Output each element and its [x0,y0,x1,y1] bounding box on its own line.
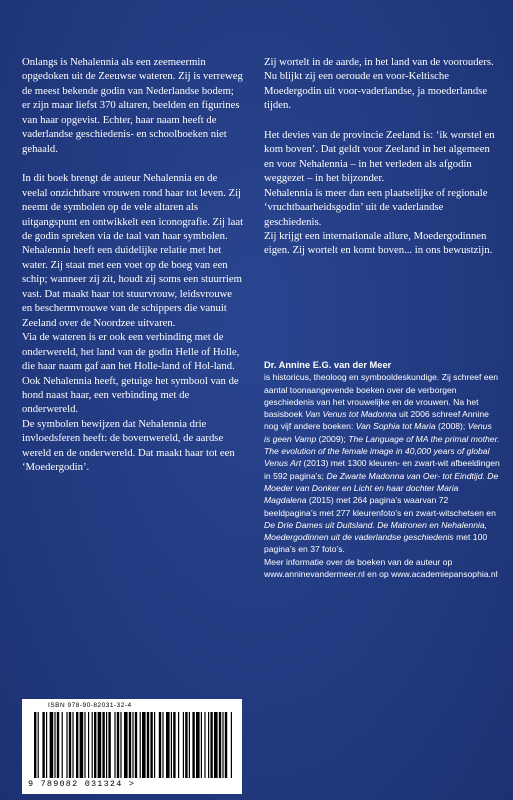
barcode-bar [222,712,223,778]
barcode-bar [140,712,141,778]
barcode-bar [92,712,93,778]
barcode-bar [34,712,36,778]
barcode-bar [135,712,137,778]
barcode-bar [201,712,202,778]
isbn-text: ISBN 978-90-82031-32-4 [48,702,132,709]
barcode-bar [102,712,104,778]
barcode-bar [124,712,128,778]
barcode-bar [84,712,85,778]
barcode-bar [204,712,205,778]
barcode-bar [150,712,152,778]
barcode-bar [38,712,39,778]
right-paragraph: Nehalennia is meer dan een plaatselijke of regionale ‘vruchtbaarheidsgodin’ uit de vaderlandse geschiedenis. [264,186,488,228]
isbn-barcode [22,699,242,794]
bio-text: (2009); [316,433,349,444]
book-title: Venus is geen Vamp [264,421,492,444]
barcode-bar [231,712,232,778]
book-title: The Language of MA the primal mother. The evolution of the female image in 40,000 years of global Venus Art [264,433,500,469]
left-paragraph: In dit boek brengt de auteur Nehalennia en de veelal onzichtbare vrouwen rond haar tot leven. Zij neemt de symbolen op de vele altaren als uitgangspunt en ontwikkelt een iconografie. Zij laat de godin spreken via de taal van haar symbolen. [22,172,244,242]
right-paragraph: Zij krijgt een internationale allure, Moedergodinnen eigen. Zij wortelt en komt boven... in ons bewustzijn. [264,229,493,257]
author-more-info: Meer informatie over de boeken van de auteur op www.anninevandermeer.nl en op www.academiepansophia.nl [264,556,498,580]
barcode-bar [72,712,73,778]
bio-text: uit 2006 schreef Annine nog vijf andere boeken: [264,409,489,432]
barcode-bar [108,712,110,778]
book-title: De Zwarte Madonna van Oer- tot Eindtijd. De Moeder van Donker en Licht en haar dochter Maria Magdalena [264,470,499,506]
author-bio [264,359,500,580]
left-paragraph: De symbolen bewijzen dat Nehalennia drie invloedsferen heeft: de bovenwereld, de aardse wereld en de onderwereld. Dat maakt haar tot een ‘Moedergodin’. [22,417,235,474]
barcode-bar [76,712,78,778]
barcode-bar [54,712,55,778]
left-paragraph: Nehalennia heeft een duidelijke relatie met het water. Zij staat met een voet op de boeg van een schip; wanneer zij zit, houdt zij soms een stuurriem vast. Dat maakt haar tot stuurvrouw, leidsvrouwe en beschermvrouwe van de schippers die vanuit Zeeland over de Noordzee uitvaren. [22,244,242,329]
barcode-bars [34,712,232,778]
barcode-bar [42,712,44,778]
bio-text: met 100 pagina’s en 37 foto’s. [264,532,488,555]
bio-text: is historicus, theoloog en symbooldeskundige. Zij schreef een aantal toonaangevende boeken over de verborgen geschiedenis van het vrouwelijke en de vrouwen. Na het basisboek [264,372,499,420]
barcode-bar [189,712,190,778]
barcode-bar [166,712,170,778]
barcode-bar [46,712,47,778]
left-paragraph: Ook Nehalennia heeft, getuige het symbool van de hond naast haar, een verbinding met de onderwereld. [22,374,239,416]
barcode-bar [173,712,175,778]
barcode-bar [219,712,221,778]
barcode-bar [62,712,63,778]
author-bio-text [264,371,500,555]
book-title: Van Sophia tot Maria [355,421,436,432]
barcode-digits: 9 789082 031324 > [28,779,136,789]
barcode-bar [154,712,155,778]
barcode-bar [196,712,200,778]
barcode-bar [147,712,149,778]
barcode-bar [225,712,227,778]
right-paragraph: Zij wortelt in de aarde, in het land van de voorouders. Nu blijkt zij een oeroude en voor-Keltische Moedergodin uit voor-vaderlandse, ja moederlandse tijden. [264,56,494,112]
barcode-bar [192,712,194,778]
book-title: Van Venus tot Madonna [305,409,397,420]
barcode-bar [117,712,119,778]
barcode-bar [80,712,84,778]
barcode-bar [171,712,172,778]
right-column [264,55,500,258]
barcode-bar [214,712,218,778]
barcode-bar [88,712,89,778]
book-title: De Drie Dames uit Duitsland. De Matronen en Nehalennia, Moedergodinnen uit de vaderlandse geschiedenis [264,519,488,543]
bio-text: (2008); [435,421,468,432]
right-paragraph: Het devies van de provincie Zeeland is: ‘ik worstel en kom boven’. Dat geldt voor Zeeland in het algemeen en voor Nehalennia – in het verleden als afgodin weggezet – in het bijzonder. [264,128,495,185]
barcode-bar [50,712,54,778]
barcode-bar [162,712,163,778]
barcode-bar [114,712,115,778]
barcode-bar [208,712,209,778]
barcode-bar [98,712,102,778]
barcode-bar [185,712,187,778]
left-paragraph: Onlangs is Nehalennia als een zeemeermin opgedoken uit de Zeeuwse wateren. Zij is verreweg de meest bekende godin van Nederlandse bodem; er zijn maar liefst 370 altaren, beelden en figurines van haar opgevist. Echter, haar naam heeft de vaderlandse geschiedenis- en schoolboeken niet gehaald. [22,56,243,155]
barcode-bar [57,712,59,778]
left-column [22,55,244,475]
barcode-bar [120,712,121,778]
barcode-bar [94,712,96,778]
barcode-bar [106,712,107,778]
bio-text: (2015) met 264 pagina’s waarvan 72 beeldpagina’s met 277 kleurenfoto’s en zwart-witschetsen en [264,495,496,518]
barcode-bar [183,712,184,778]
barcode-bar [69,712,71,778]
barcode-bar [66,712,67,778]
left-paragraph: Via de wateren is er ook een verbinding met de onderwereld, het land van de godin Helle of Holle, die haar naam gaf aan het Holle-land of Hol-land. [22,331,240,373]
barcode-bar [142,712,146,778]
barcode-bar [132,712,133,778]
author-name: Dr. Annine E.G. van der Meer [264,360,392,370]
barcode-bar [210,712,212,778]
barcode-bar [129,712,131,778]
barcode-bar [159,712,161,778]
barcode-bar [178,712,179,778]
bio-text: (2013) met 1300 kleuren- en zwart-wit afbeeldingen in 592 pagina’s; [264,458,500,481]
